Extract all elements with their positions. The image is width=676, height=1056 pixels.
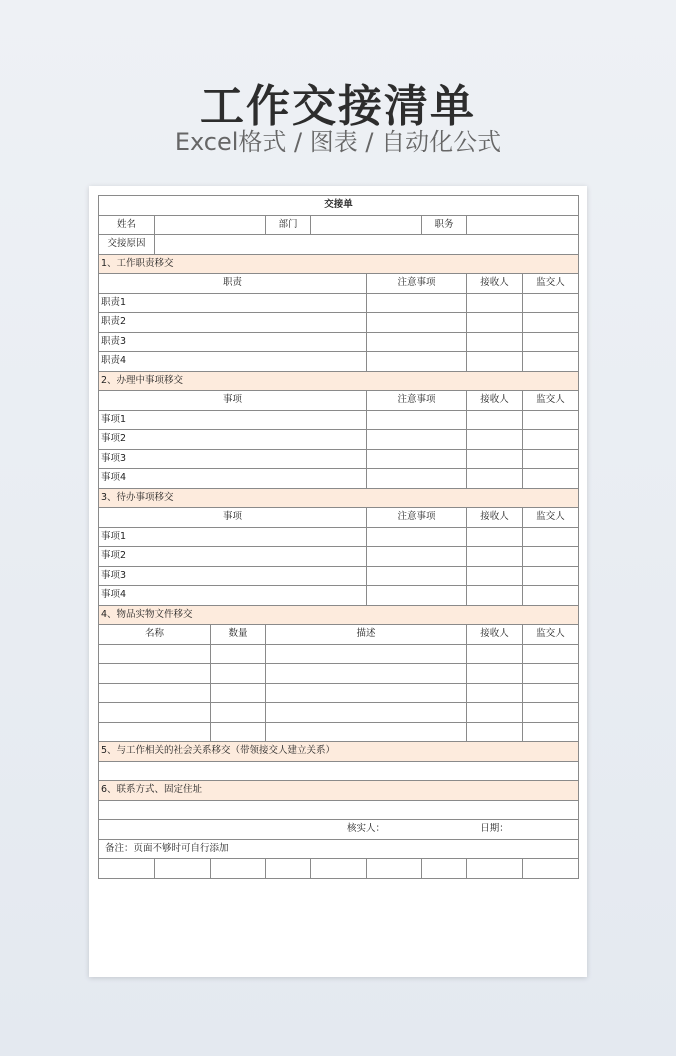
receiver-cell[interactable] xyxy=(467,683,523,703)
supervisor-cell[interactable] xyxy=(523,527,579,547)
table-row xyxy=(99,469,579,489)
table-row xyxy=(99,410,579,430)
handover-table xyxy=(98,195,579,879)
table-row xyxy=(99,293,579,313)
reason-label: 交接原因 xyxy=(99,235,155,255)
receiver-cell[interactable] xyxy=(467,547,523,567)
receiver-cell[interactable] xyxy=(467,332,523,352)
name-cell[interactable] xyxy=(99,664,211,684)
receiver-cell[interactable] xyxy=(467,722,523,742)
banner-title: 工作交接清单 xyxy=(200,81,476,132)
supervisor-cell[interactable] xyxy=(523,586,579,606)
sec4-col-receiver: 接收人 xyxy=(467,625,523,645)
signature-row xyxy=(99,820,579,840)
position-field[interactable] xyxy=(467,215,579,235)
supervisor-cell[interactable] xyxy=(523,430,579,450)
supervisor-cell[interactable] xyxy=(523,644,579,664)
notes-cell[interactable] xyxy=(367,586,467,606)
receiver-cell[interactable] xyxy=(467,313,523,333)
supervisor-cell[interactable] xyxy=(523,469,579,489)
sec1-col-receiver: 接收人 xyxy=(467,274,523,294)
receiver-cell[interactable] xyxy=(467,469,523,489)
reason-field[interactable] xyxy=(155,235,579,255)
desc-cell[interactable] xyxy=(266,664,467,684)
supervisor-cell[interactable] xyxy=(523,722,579,742)
supervisor-cell[interactable] xyxy=(523,664,579,684)
supervisor-cell[interactable] xyxy=(523,566,579,586)
name-field[interactable] xyxy=(155,215,266,235)
sec1-col-supervisor: 监交人 xyxy=(523,274,579,294)
sec2-col-supervisor: 监交人 xyxy=(523,391,579,411)
sec3-col-supervisor: 监交人 xyxy=(523,508,579,528)
section-2-title: 2、办理中事项移交 xyxy=(99,371,579,391)
row-label[interactable]: 事项2 xyxy=(99,547,367,567)
sec1-col-main: 职责 xyxy=(99,274,367,294)
sec4-col-qty: 数量 xyxy=(211,625,266,645)
sec4-col-supervisor: 监交人 xyxy=(523,625,579,645)
sec3-col-notes: 注意事项 xyxy=(367,508,467,528)
desc-cell[interactable] xyxy=(266,644,467,664)
desc-cell[interactable] xyxy=(266,722,467,742)
table-row xyxy=(99,547,579,567)
table-row xyxy=(99,703,579,723)
name-cell[interactable] xyxy=(99,683,211,703)
verifier-label: 核实人： xyxy=(311,820,422,840)
note-text: 备注：页面不够时可自行添加 xyxy=(99,839,579,859)
name-label: 姓名 xyxy=(99,215,155,235)
row-label[interactable]: 事项1 xyxy=(99,410,367,430)
supervisor-cell[interactable] xyxy=(523,352,579,372)
section-6-title: 6、联系方式、固定住址 xyxy=(99,781,579,801)
sec3-col-receiver: 接收人 xyxy=(467,508,523,528)
supervisor-cell[interactable] xyxy=(523,683,579,703)
row-label[interactable]: 事项4 xyxy=(99,586,367,606)
desc-cell[interactable] xyxy=(266,683,467,703)
supervisor-cell[interactable] xyxy=(523,703,579,723)
sec1-col-notes: 注意事项 xyxy=(367,274,467,294)
receiver-cell[interactable] xyxy=(467,566,523,586)
notes-cell[interactable] xyxy=(367,469,467,489)
row-label[interactable]: 职责2 xyxy=(99,313,367,333)
row-label[interactable]: 职责3 xyxy=(99,332,367,352)
section-5-title: 5、与工作相关的社会关系移交（带领接交人建立关系） xyxy=(99,742,579,762)
table-row xyxy=(99,352,579,372)
banner-subtitle: Excel格式 / 图表 / 自动化公式 xyxy=(174,128,502,156)
name-cell[interactable] xyxy=(99,722,211,742)
table-row xyxy=(99,449,579,469)
receiver-cell[interactable] xyxy=(467,449,523,469)
sec4-col-desc: 描述 xyxy=(266,625,467,645)
name-cell[interactable] xyxy=(99,644,211,664)
receiver-cell[interactable] xyxy=(467,664,523,684)
receiver-cell[interactable] xyxy=(467,527,523,547)
section-1-title: 1、工作职责移交 xyxy=(99,254,579,274)
notes-cell[interactable] xyxy=(367,293,467,313)
table-row xyxy=(99,683,579,703)
sec2-col-notes: 注意事项 xyxy=(367,391,467,411)
dept-field[interactable] xyxy=(311,215,422,235)
supervisor-cell[interactable] xyxy=(523,410,579,430)
date-label: 日期： xyxy=(467,820,523,840)
table-row xyxy=(99,332,579,352)
social-relations-field[interactable] xyxy=(99,761,579,781)
qty-cell[interactable] xyxy=(211,664,266,684)
table-row xyxy=(99,644,579,664)
table-row xyxy=(99,527,579,547)
sec4-col-name: 名称 xyxy=(99,625,211,645)
supervisor-cell[interactable] xyxy=(523,332,579,352)
position-label: 职务 xyxy=(422,215,467,235)
section-3-title: 3、待办事项移交 xyxy=(99,488,579,508)
dept-label: 部门 xyxy=(266,215,311,235)
row-label[interactable]: 事项3 xyxy=(99,449,367,469)
receiver-cell[interactable] xyxy=(467,703,523,723)
empty-footer-row xyxy=(99,859,579,879)
qty-cell[interactable] xyxy=(211,644,266,664)
table-row xyxy=(99,313,579,333)
supervisor-cell[interactable] xyxy=(523,313,579,333)
sec2-col-receiver: 接收人 xyxy=(467,391,523,411)
qty-cell[interactable] xyxy=(211,683,266,703)
supervisor-cell[interactable] xyxy=(523,293,579,313)
notes-cell[interactable] xyxy=(367,430,467,450)
notes-cell[interactable] xyxy=(367,547,467,567)
receiver-cell[interactable] xyxy=(467,410,523,430)
table-row xyxy=(99,586,579,606)
notes-cell[interactable] xyxy=(367,313,467,333)
name-cell[interactable] xyxy=(99,703,211,723)
receiver-cell[interactable] xyxy=(467,293,523,313)
contact-field[interactable] xyxy=(99,800,579,820)
qty-cell[interactable] xyxy=(211,703,266,723)
sec3-col-main: 事项 xyxy=(99,508,367,528)
row-label[interactable]: 事项1 xyxy=(99,527,367,547)
desc-cell[interactable] xyxy=(266,703,467,723)
verifier-field[interactable] xyxy=(422,820,467,840)
receiver-cell[interactable] xyxy=(467,644,523,664)
notes-cell[interactable] xyxy=(367,410,467,430)
notes-cell[interactable] xyxy=(367,449,467,469)
row-label[interactable]: 事项4 xyxy=(99,469,367,489)
notes-cell[interactable] xyxy=(367,352,467,372)
table-row xyxy=(99,430,579,450)
table-row xyxy=(99,664,579,684)
row-label[interactable]: 职责1 xyxy=(99,293,367,313)
row-label[interactable]: 事项2 xyxy=(99,430,367,450)
receiver-cell[interactable] xyxy=(467,352,523,372)
notes-cell[interactable] xyxy=(367,527,467,547)
notes-cell[interactable] xyxy=(367,566,467,586)
qty-cell[interactable] xyxy=(211,722,266,742)
sheet-title: 交接单 xyxy=(99,196,579,216)
row-label[interactable]: 事项3 xyxy=(99,566,367,586)
info-row xyxy=(99,215,579,235)
sheet-paper xyxy=(89,186,587,977)
sec2-col-main: 事项 xyxy=(99,391,367,411)
notes-cell[interactable] xyxy=(367,332,467,352)
supervisor-cell[interactable] xyxy=(523,547,579,567)
receiver-cell[interactable] xyxy=(467,430,523,450)
section-4-title: 4、物品实物文件移交 xyxy=(99,605,579,625)
supervisor-cell[interactable] xyxy=(523,449,579,469)
row-label[interactable]: 职责4 xyxy=(99,352,367,372)
table-row xyxy=(99,722,579,742)
receiver-cell[interactable] xyxy=(467,586,523,606)
table-row xyxy=(99,566,579,586)
date-field[interactable] xyxy=(523,820,579,840)
